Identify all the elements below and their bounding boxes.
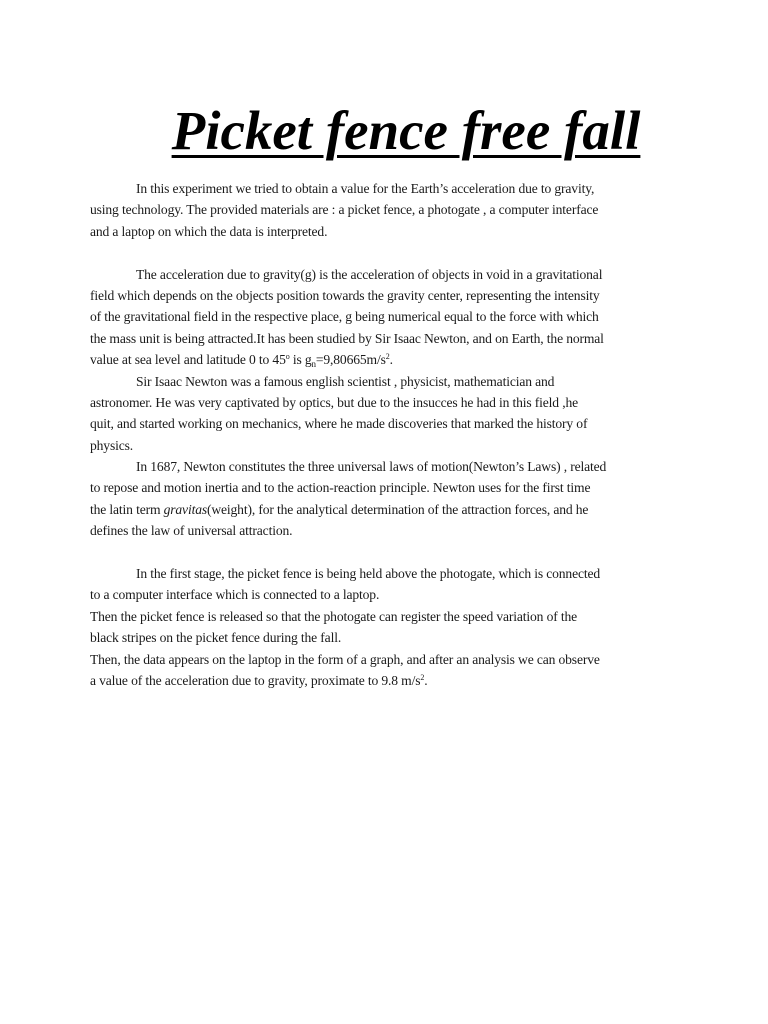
squared-superscript: 2 bbox=[420, 672, 425, 682]
text-line: Sir Isaac Newton was a famous english scientist , physicist, mathematician and bbox=[136, 373, 555, 389]
text-line: astronomer. He was very captivated by optics, but due to the insucces he had in this field ,he bbox=[90, 394, 578, 410]
gn-symbol bbox=[304, 352, 316, 370]
text-line: of the gravitational field in the respective place, g being numerical equal to the force with which bbox=[90, 309, 599, 325]
text-line: to a computer interface which is connected to a laptop. bbox=[90, 587, 380, 603]
text-line: black stripes on the picket fence during the fall. bbox=[90, 630, 342, 646]
text-line: field which depends on the objects position towards the gravity center, representing the intensity bbox=[90, 287, 600, 303]
paragraph-gap bbox=[90, 242, 680, 263]
squared-superscript: 2 bbox=[385, 352, 390, 362]
text-line: to repose and motion inertia and to the action-reaction principle. Newton uses for the first time bbox=[90, 480, 591, 496]
text-line: quit, and started working on mechanics, where he made discoveries that marked the history of bbox=[90, 416, 588, 432]
text-line: and a laptop on which the data is interpreted. bbox=[90, 223, 328, 239]
document-title: Picket fence free fall bbox=[171, 100, 641, 161]
text-fragment: . bbox=[424, 672, 428, 688]
text-line: In 1687, Newton constitutes the three universal laws of motion(Newton’s Laws) , related bbox=[136, 459, 607, 475]
text-line: the mass unit is being attracted.It has been studied by Sir Isaac Newton, and on Earth, the normal bbox=[90, 330, 604, 346]
text-line-normal-value bbox=[90, 349, 680, 370]
g-letter: g bbox=[304, 352, 312, 368]
paragraph-newton-bio bbox=[90, 371, 680, 457]
text-line: Then, the data appears on the laptop in the form of a graph, and after an analysis we can observe bbox=[90, 651, 600, 667]
paragraph-procedure bbox=[90, 563, 680, 691]
paragraph-intro bbox=[90, 178, 680, 242]
text-line: using technology. The provided materials are : a picket fence, a photogate , a computer interface bbox=[90, 202, 599, 218]
text-line: The acceleration due to gravity(g) is the acceleration of objects in void in a gravitational bbox=[136, 266, 603, 282]
text-line-result bbox=[90, 670, 680, 691]
document-body bbox=[90, 178, 680, 691]
text-line: In this experiment we tried to obtain a value for the Earth’s acceleration due to gravity, bbox=[136, 181, 595, 196]
text-fragment: is bbox=[289, 352, 305, 368]
text-fragment: (weight), for the analytical determination of the attraction forces, and he bbox=[206, 501, 589, 517]
text-line: physics. bbox=[90, 437, 133, 453]
text-fragment: =9,80665m/s bbox=[315, 352, 386, 368]
paragraph-gap bbox=[90, 542, 680, 563]
paragraph-newton-laws bbox=[90, 456, 680, 542]
text-line: In the first stage, the picket fence is being held above the photogate, which is connected bbox=[136, 566, 601, 582]
text-line: Then the picket fence is released so that the photogate can register the speed variation of the bbox=[90, 608, 578, 624]
text-fragment: value at sea level and latitude 0 to 45 bbox=[90, 352, 286, 368]
paragraph-gravity-definition bbox=[90, 264, 680, 371]
n-subscript: n bbox=[311, 359, 316, 370]
text-fragment: the latin term bbox=[90, 501, 164, 517]
text-line-gravitas bbox=[90, 499, 680, 520]
degree-superscript: o bbox=[285, 352, 290, 362]
text-fragment: a value of the acceleration due to gravity, proximate to 9.8 m/s bbox=[90, 672, 421, 688]
gravitas-term: gravitas bbox=[163, 501, 207, 517]
text-fragment: . bbox=[389, 352, 393, 368]
text-line: defines the law of universal attraction. bbox=[90, 523, 293, 539]
